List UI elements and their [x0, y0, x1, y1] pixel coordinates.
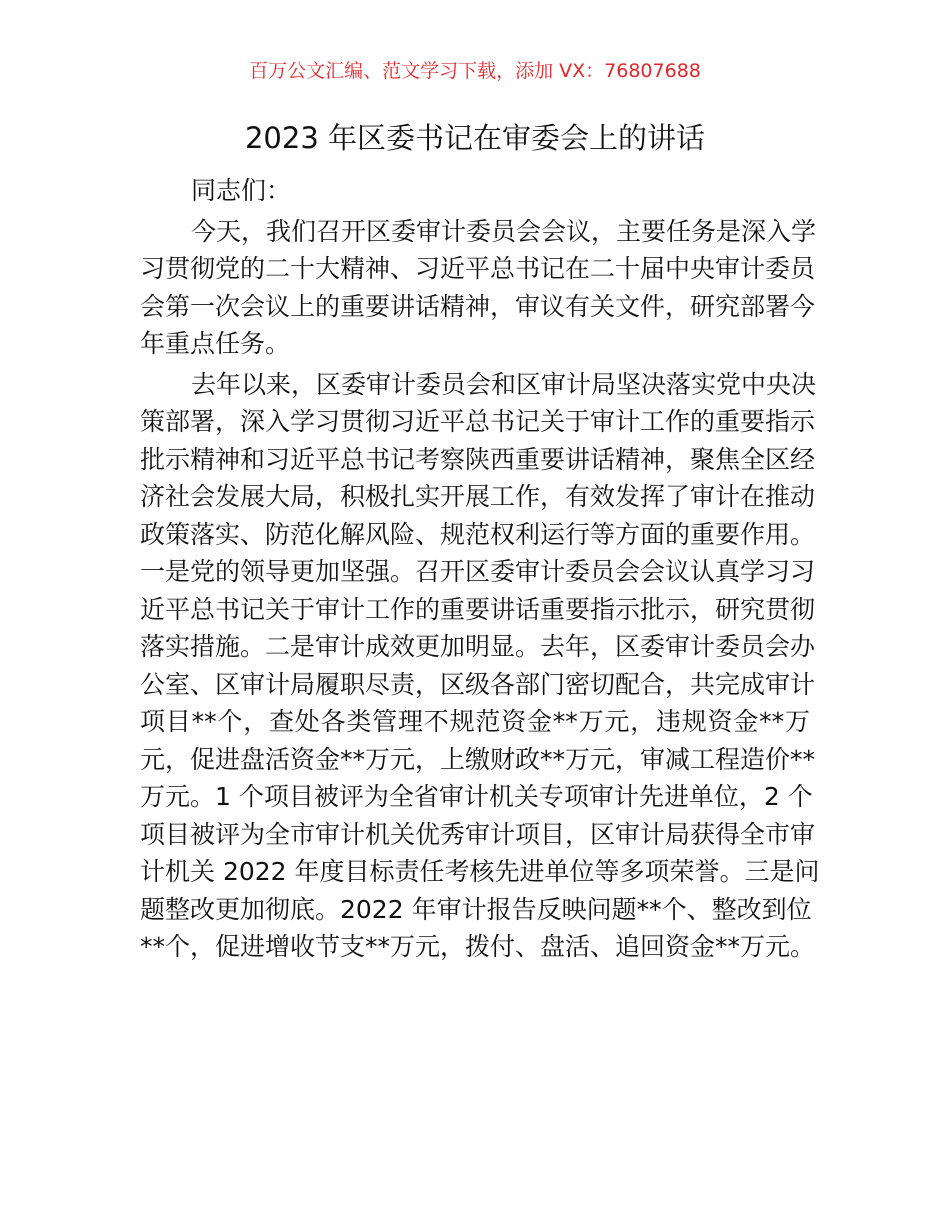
paragraph-line: 去年以来，区委审计委员会和区审计局坚决落实党中央决 [191, 369, 817, 399]
paragraph-line: 政策落实、防范化解风险、规范权利运行等方面的重要作用。 [140, 519, 816, 549]
document-title: 2023 年区委书记在审委会上的讲话 [244, 121, 706, 155]
download-banner: 百万公文汇编、范文学习下载，添加 VX：76807688 [249, 60, 701, 82]
paragraph-line: 策部署，深入学习贯彻习近平总书记关于审计工作的重要指示 [140, 407, 816, 436]
paragraph-line: 济社会发展大局，积极扎实开展工作，有效发挥了审计在推动 [140, 482, 816, 511]
paragraph-line: 计机关 2022 年度目标责任考核先进单位等多项荣誉。三是问 [140, 857, 820, 886]
paragraph-line: 今天，我们召开区委审计委员会会议，主要任务是深入学 [191, 216, 817, 246]
paragraph-line: 一是党的领导更加坚强。召开区委审计委员会会议认真学习习 [140, 557, 816, 586]
paragraph-1 [140, 213, 817, 363]
paragraph-line: **个，促进增收节支**万元，拨付、盘活、追回资金**万元。 [140, 932, 816, 961]
paragraph-line: 元，促进盘活资金**万元，上缴财政**万元，审减工程造价** [140, 744, 816, 774]
paragraph-line: 近平总书记关于审计工作的重要讲话重要指示批示，研究贯彻 [140, 594, 816, 624]
paragraph-line: 年重点任务。 [140, 329, 291, 358]
paragraph-line: 项目被评为全市审计机关优秀审计项目，区审计局获得全市审 [140, 819, 816, 849]
greeting: 同志们： [191, 176, 292, 205]
paragraph-line: 万元。1 个项目被评为全省审计机关专项审计先进单位，2 个 [140, 782, 813, 811]
paragraph-line: 落实措施。二是审计成效更加明显。去年，区委审计委员会办 [140, 632, 816, 661]
paragraph-line: 习贯彻党的二十大精神、习近平总书记在二十届中央审计委员 [140, 254, 816, 283]
paragraph-line: 会第一次会议上的重要讲话精神，审议有关文件，研究部署今 [140, 291, 816, 321]
paragraph-line: 公室、区审计局履职尽责，区级各部门密切配合，共完成审计 [140, 669, 816, 699]
paragraph-line: 题整改更加彻底。2022 年审计报告反映问题**个、整改到位 [140, 894, 812, 924]
paragraph-line: 项目**个，查处各类管理不规范资金**万元，违规资金**万 [140, 707, 810, 736]
paragraph-2 [140, 366, 820, 966]
document-body [140, 172, 820, 966]
paragraph-line: 批示精神和习近平总书记考察陕西重要讲话精神，聚焦全区经 [140, 444, 816, 474]
